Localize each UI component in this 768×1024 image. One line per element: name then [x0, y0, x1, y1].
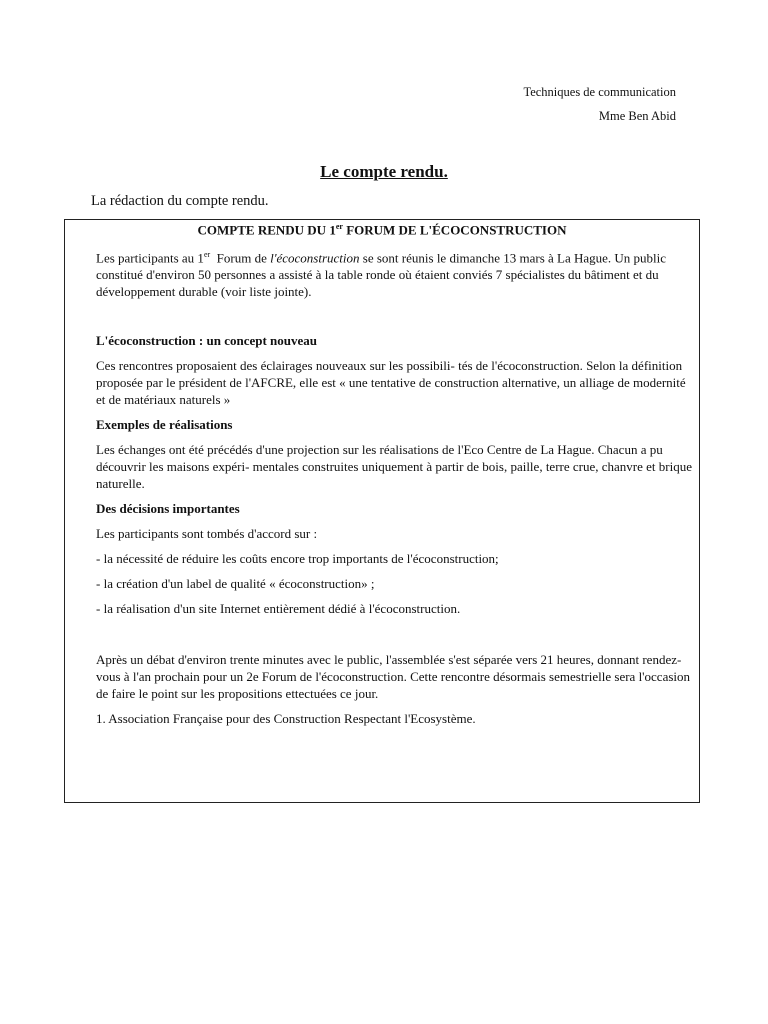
report-title-start: COMPTE RENDU DU 1	[197, 222, 336, 238]
section-text-examples: Les échanges ont été précédés d'une projection sur les réalisations de l'Eco Centre de La Hague. Chacun a pu découvrir les maisons expéri- mentales construites uniquement à partir de bois, paille, terre crue, chanvre et brique naturelle.	[96, 442, 692, 492]
decision-item: - la réalisation d'un site Internet entièrement dédié à l'écoconstruction.	[96, 601, 461, 617]
conclusion-paragraph: Après un débat d'environ trente minutes avec le public, l'assemblée s'est séparée vers 21 heures, donnant rendez-vous à l'an prochain pour un 2e Forum de l'écoconstruction. Cette rencontre désormais semestrielle sera l'occasion de faire le point sur les propositions ettectuées ce jour.	[96, 652, 691, 702]
report-content	[65, 239, 699, 727]
document-title: Le compte rendu.	[320, 162, 448, 181]
section-text-decisions-intro: Les participants sont tombés d'accord sur :	[96, 526, 318, 542]
teacher-name: Mme Ben Abid	[598, 109, 676, 123]
intro-forum: Forum de	[210, 250, 271, 266]
decision-item: - la nécessité de réduire les coûts encore trop importants de l'écoconstruction;	[96, 551, 499, 567]
footnote: 1. Association Française pour des Construction Respectant l'Ecosystème.	[96, 711, 476, 727]
intro-start: Les participants au 1	[96, 250, 204, 266]
course-name: Techniques de communication	[523, 85, 676, 99]
report-intro-paragraph	[96, 246, 694, 300]
section-text-concept: Ces rencontres proposaient des éclairages nouveaux sur les possibili- tés de l'écoconstruction. Selon la définition proposée par le président de l'AFCRE, elle est « une tentative de construction alternative, un alliage de modernité et de matériaux naturels »	[96, 358, 686, 408]
intro-rest: se sont réunis le dimanche 13 mars à La Hague. Un public constitué d'environ 50 personnes a assisté à la table ronde où étaient conviés 7 spécialistes du bâtiment et du développement durable (voir liste jointe).	[96, 250, 667, 300]
report-box	[64, 219, 700, 803]
report-title-end: FORUM DE L'ÉCOCONSTRUCTION	[342, 222, 567, 238]
section-heading-concept: L'écoconstruction : un concept nouveau	[96, 333, 317, 349]
section-heading-examples: Exemples de réalisations	[96, 417, 233, 433]
report-title-superscript: er	[335, 222, 343, 231]
section-heading-decisions: Des décisions importantes	[96, 501, 240, 517]
report-title	[65, 222, 699, 239]
document-subtitle: La rédaction du compte rendu.	[91, 193, 269, 209]
intro-superscript: er	[203, 250, 211, 259]
decision-item: - la création d'un label de qualité « écoconstruction» ;	[96, 576, 375, 592]
intro-italic-term: l'écoconstruction	[270, 250, 360, 266]
